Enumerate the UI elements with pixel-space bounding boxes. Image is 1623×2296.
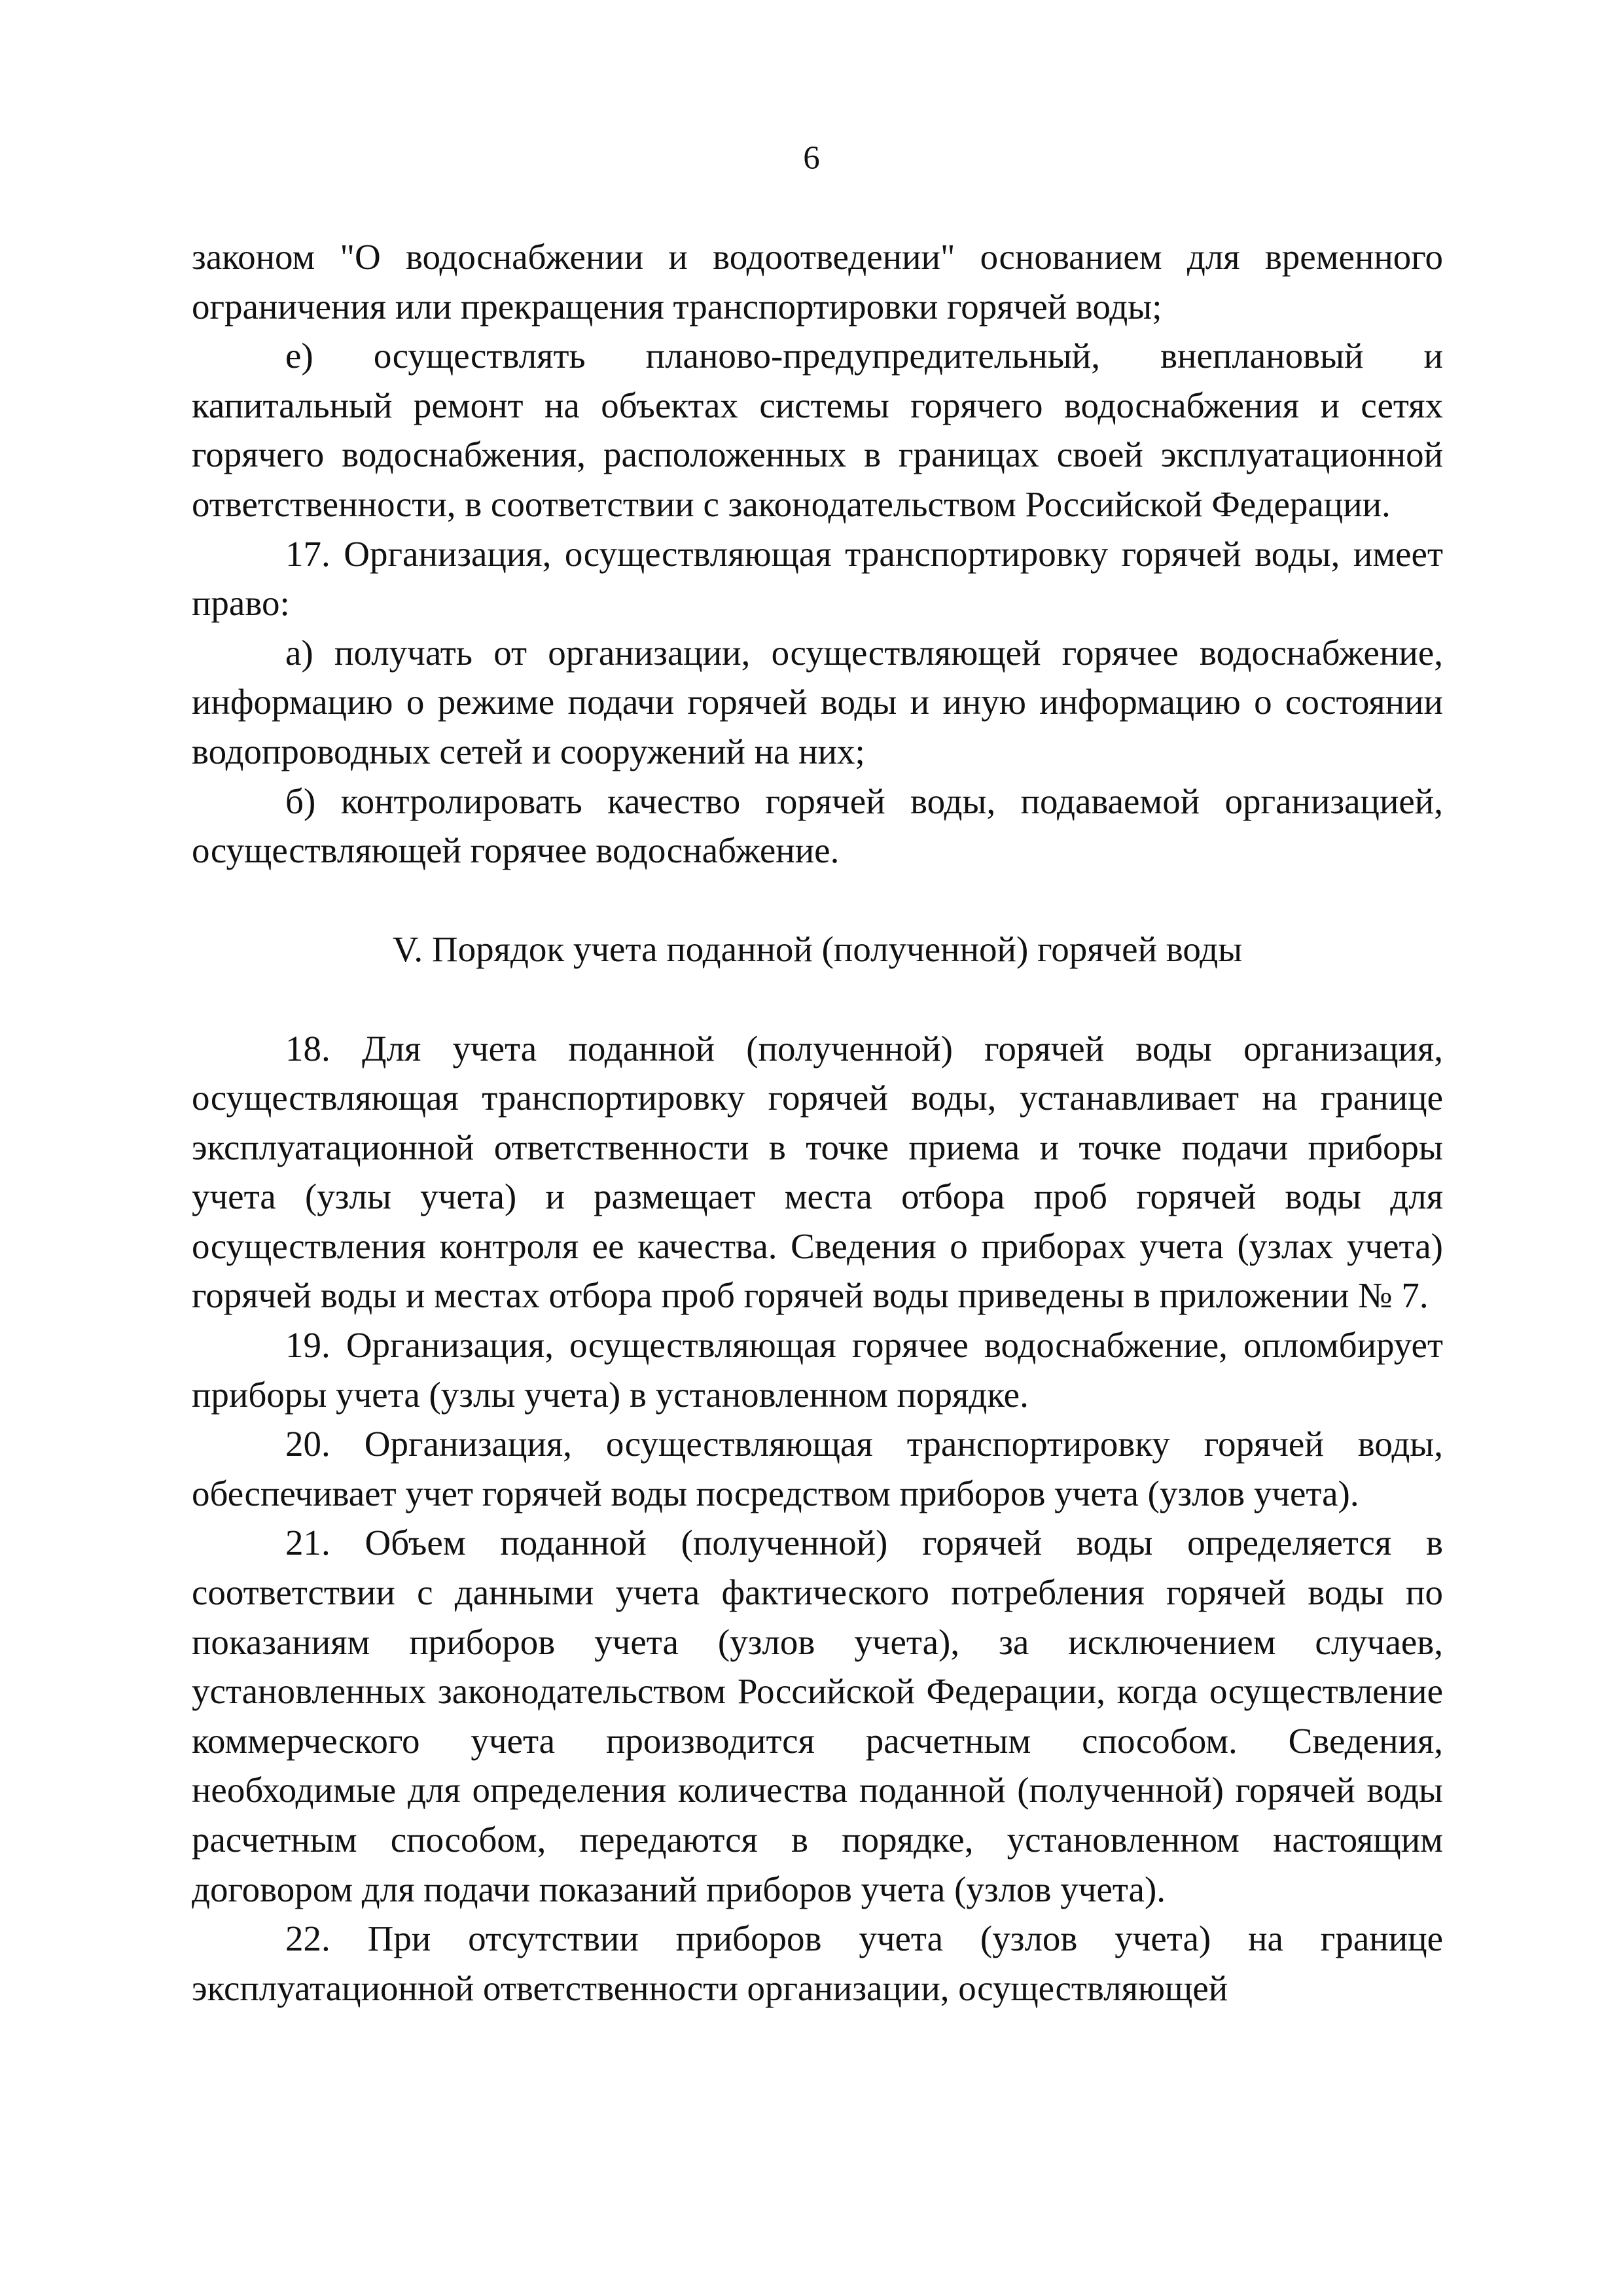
paragraph-continuation: законом "О водоснабжении и водоотведении" основанием для временного ограничения или прекращения транспортировки горячей воды; <box>192 237 1443 327</box>
paragraph-22: 22. При отсутствии приборов учета (узлов учета) на границе эксплуатационной ответственности организации, осуществляющей <box>192 1918 1443 2008</box>
paragraph-21: 21. Объем поданной (полученной) горячей воды определяется в соответствии с данными учета фактического потребления горячей воды по показаниям приборов учета (узлов учета), за исключением случаев, установленных законодательством Российской Федерации, когда осуществление коммерческого учета производится расчетным способом. Сведения, необходимые для определения количества поданной (полученной) горячей воды расчетным способом, передаются в порядке, установленном настоящим договором для подачи показаний приборов учета (узлов учета). <box>192 1523 1443 1909</box>
paragraph-item-b: б) контролировать качество горячей воды, подаваемой организацией, осуществляющей горячее водоснабжение. <box>192 781 1443 871</box>
paragraph-item-e: е) осуществлять планово-предупредительный, внеплановый и капитальный ремонт на объектах системы горячего водоснабжения и сетях горячего водоснабжения, расположенных в границах своей эксплуатационной ответственности, в соответствии с законодательством Российской Федерации. <box>192 336 1443 524</box>
paragraph-20: 20. Организация, осуществляющая транспортировку горячей воды, обеспечивает учет горячей воды посредством приборов учета (узлов учета). <box>192 1424 1443 1513</box>
paragraph-17: 17. Организация, осуществляющая транспортировку горячей воды, имеет право: <box>192 533 1443 624</box>
paragraph-19: 19. Организация, осуществляющая горячее водоснабжение, опломбирует приборы учета (узлы учета) в установленном порядке. <box>192 1325 1443 1415</box>
paragraph-item-a: а) получать от организации, осуществляющей горячее водоснабжение, информацию о режиме подачи горячей воды и иную информацию о состоянии водопроводных сетей и сооружений на них; <box>192 632 1443 771</box>
document-body <box>192 232 1443 2013</box>
section-heading: V. Порядок учета поданной (полученной) горячей воды <box>392 929 1243 970</box>
paragraph-18: 18. Для учета поданной (полученной) горячей воды организация, осуществляющая транспортировку горячей воды, устанавливает на границе эксплуатационной ответственности в точке приема и точке подачи приборы учета (узлы учета) и размещает места отбора проб горячей воды для осуществления контроля ее качества. Сведения о приборах учета (узлах учета) горячей воды и местах отбора проб горячей воды приведены в приложении № 7. <box>192 1028 1443 1316</box>
page-number: 6 <box>803 140 820 177</box>
